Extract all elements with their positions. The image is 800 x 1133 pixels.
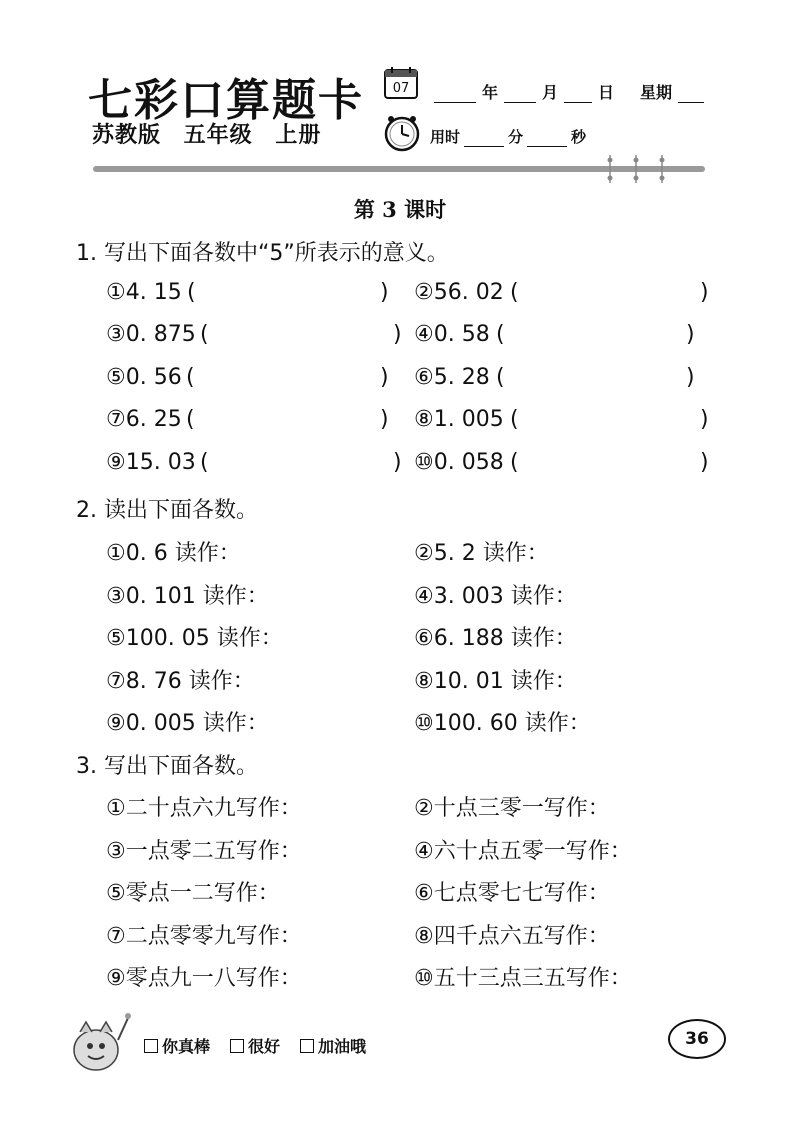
q2-item: ⑦8. 76 读作： <box>106 669 255 694</box>
checkbox[interactable] <box>230 1039 244 1053</box>
answer-close-paren: ) <box>380 280 389 305</box>
q2-item: ⑨0. 005 读作： <box>106 711 269 736</box>
q3-item: ⑤零点一二写作： <box>106 881 280 906</box>
q3-item: ②十点三零一写作： <box>414 796 610 821</box>
abacus-bead-icon <box>607 155 613 183</box>
answer-close-paren: ) <box>700 280 709 305</box>
q2-item: ②5. 2 读作： <box>414 541 549 566</box>
checkbox[interactable] <box>144 1039 158 1053</box>
seconds-blank[interactable] <box>527 130 567 147</box>
self-rating-checklist <box>144 1034 366 1057</box>
day-blank[interactable] <box>564 86 592 103</box>
q2-item: ⑤100. 05 读作： <box>106 626 283 651</box>
q2-item: ⑩100. 60 读作： <box>414 711 591 736</box>
header-divider <box>93 166 705 172</box>
q1-item: ⑨15. 03 <box>106 450 196 475</box>
answer-open-paren: ( <box>496 322 505 347</box>
question-1-title: 1. 写出下面各数中“5”所表示的意义。 <box>76 241 449 266</box>
weekday-label: 星期 <box>640 83 673 102</box>
edition-subtitle: 苏教版 五年级 上册 <box>92 123 322 148</box>
answer-open-paren: ( <box>200 322 209 347</box>
clock-icon <box>383 114 421 152</box>
answer-close-paren: ) <box>700 407 709 432</box>
rating-option-good[interactable]: 很好 <box>230 1034 280 1057</box>
answer-open-paren: ( <box>510 450 519 475</box>
day-label: 日 <box>598 83 615 102</box>
q2-item: ①0. 6 读作： <box>106 541 241 566</box>
date-fill-row <box>428 80 710 103</box>
q1-item: ⑧1. 005 <box>414 407 504 432</box>
q1-item: ④0. 58 <box>414 322 490 347</box>
answer-close-paren: ) <box>700 450 709 475</box>
minutes-blank[interactable] <box>464 130 504 147</box>
q1-item: ③0. 875 <box>106 322 196 347</box>
q3-item: ⑨零点九一八写作： <box>106 966 302 991</box>
q2-item: ⑧10. 01 读作： <box>414 669 577 694</box>
answer-open-paren: ( <box>186 365 195 390</box>
q1-item: ⑩0. 058 <box>414 450 504 475</box>
answer-open-paren: ( <box>187 280 196 305</box>
answer-open-paren: ( <box>496 365 505 390</box>
q3-item: ⑧四千点六五写作： <box>414 924 610 949</box>
q1-item: ②56. 02 <box>414 280 504 305</box>
answer-open-paren: ( <box>186 407 195 432</box>
q1-item: ⑤0. 56 <box>106 365 182 390</box>
abacus-bead-icon <box>633 155 639 183</box>
calendar-icon <box>383 66 419 100</box>
year-blank[interactable] <box>434 86 476 103</box>
question-2-title: 2. 读出下面各数。 <box>76 498 259 523</box>
q3-item: ①二十点六九写作： <box>106 796 302 821</box>
answer-open-paren: ( <box>510 407 519 432</box>
q1-item: ①4. 15 <box>106 280 182 305</box>
q2-item: ⑥6. 188 读作： <box>414 626 577 651</box>
answer-close-paren: ) <box>393 322 402 347</box>
year-label: 年 <box>482 83 499 102</box>
page-number: 36 <box>668 1019 726 1059</box>
q3-item: ⑩五十三点三五写作： <box>414 966 632 991</box>
q1-item: ⑦6. 25 <box>106 407 182 432</box>
svg-text:07: 07 <box>392 81 410 96</box>
time-used-label: 用时 <box>430 128 461 146</box>
q3-item: ③一点零二五写作： <box>106 839 302 864</box>
minutes-label: 分 <box>508 128 524 146</box>
q3-item: ⑦二点零零九写作： <box>106 924 302 949</box>
month-blank[interactable] <box>504 86 536 103</box>
q2-item: ④3. 003 读作： <box>414 584 577 609</box>
answer-close-paren: ) <box>393 450 402 475</box>
month-label: 月 <box>542 83 559 102</box>
answer-close-paren: ) <box>380 365 389 390</box>
q2-item: ③0. 101 读作： <box>106 584 269 609</box>
abacus-bead-icon <box>659 155 665 183</box>
checkbox[interactable] <box>300 1039 314 1053</box>
time-fill-row <box>430 126 586 147</box>
seconds-label: 秒 <box>571 128 587 146</box>
card-logo: 七彩口算题卡 <box>88 75 364 126</box>
answer-open-paren: ( <box>510 280 519 305</box>
q3-item: ④六十点五零一写作： <box>414 839 632 864</box>
q1-item: ⑥5. 28 <box>414 365 490 390</box>
weekday-blank[interactable] <box>678 86 704 103</box>
answer-open-paren: ( <box>200 450 209 475</box>
rating-option-keep-going[interactable]: 加油哦 <box>300 1034 366 1057</box>
answer-close-paren: ) <box>686 365 695 390</box>
lesson-title: 第 3 课时 <box>353 197 447 222</box>
answer-close-paren: ) <box>380 407 389 432</box>
cartoon-mascot-icon <box>66 1010 134 1078</box>
rating-option-great[interactable]: 你真棒 <box>144 1034 210 1057</box>
q3-item: ⑥七点零七七写作： <box>414 881 610 906</box>
question-3-title: 3. 写出下面各数。 <box>76 754 259 779</box>
answer-close-paren: ) <box>686 322 695 347</box>
